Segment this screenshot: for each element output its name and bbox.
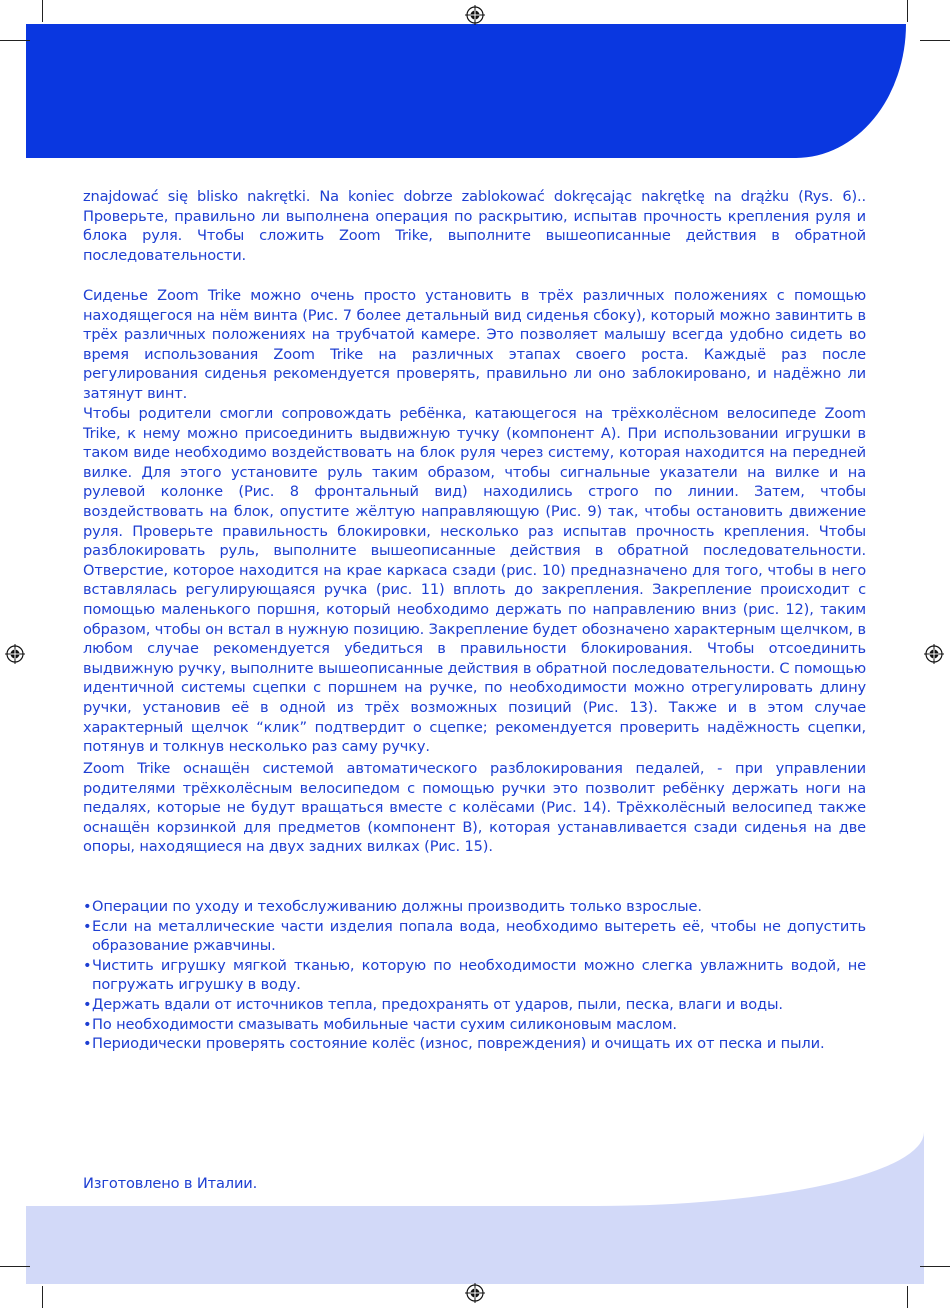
care-instructions-list (83, 897, 866, 1054)
paragraph-pedals-basket: Zoom Trike оснащён системой автоматического разблокирования педалей, - при управлении родителями трёхколёсным велосипедом с помощью ручки это позволит ребёнку держать ноги на педалях, которые не будут вращаться вместе с колёсами (Рис. 14). Трёхколёсный велосипед также оснащён корзинкой для предметов (компонент B), которая устанавливается сзади сиденья на две опоры, находящиеся на двух задних вилках (Рис. 15). (83, 760, 866, 856)
bullet-icon: • (83, 1015, 92, 1033)
made-in-label: Изготовлено в Италии. (83, 1175, 258, 1192)
bullet-icon: • (83, 1035, 92, 1053)
list-item (83, 1015, 866, 1035)
list-item-text: Чистить игрушку мягкой тканью, которую по необходимости можно слегка увлажнить водой, не погружать игрушку в воду. (92, 956, 866, 994)
list-item-text: Периодически проверять состояние колёс (износ, повреждения) и очищать их от песка и пыли. (92, 1035, 825, 1053)
bullet-icon: • (83, 917, 92, 935)
registration-mark-icon (5, 644, 25, 664)
list-item (83, 995, 866, 1015)
list-item (83, 1034, 866, 1054)
paragraph-push-handle: Чтобы родители смогли сопровождать ребёнка, катающегося на трёхколёсном велосипеде Zoom Trike, к нему можно присоединить выдвижную тучку (компонент А). При использовании игрушки в таком виде необходимо воздействовать на блок руля через систему, которая находится на передней вилке. Для этого установите руль таким образом, чтобы сигнальные указатели на вилке и на рулевой колонке (Рис. 8 фронтальный вид) находились строго по линии. Затем, чтобы воздействовать на блок, опустите жёлтую направляющую (Рис. 9) так, чтобы остановить движение руля. Проверьте правильность блокировки, несколько раз испытав прочность крепления. Чтобы разблокировать руль, выполните вышеописанные действия в обратной последовательности. Отверстие, которое находится на крае каркаса сзади (рис. 10) предназначено для того, чтобы в него вставлялась регулирующаяся ручка (рис. 11) вплоть до закрепления. Закрепление происходит с помощью маленького поршня, который необходимо держать по направлению вниз (рис. 12), таким образом, чтобы он встал в нужную позицию. Закрепление будет обозначено характерным щелчком, в любом случае рекомендуется убедиться в правильности блокирования. Чтобы отсоединить выдвижную ручку, выполните вышеописанные действия в обратной последовательности. С помощью идентичной системы сцепки с поршнем на ручке, по необходимости можно отрегулировать длину ручки, установив её в одной из трёх возможных позиций (Рис. 13). Также и в этом случае характерный щелчок “клик” подтвердит о сцепке; рекомендуется проверить надёжность сцепки, потянув и толкнув несколько раз саму ручку. (83, 405, 866, 756)
paragraph-opening: znajdować się blisko nakrętki. Na koniec dobrze zablokować dokręcając nakrętkę na drążku (Rys. 6).. Проверьте, правильно ли выполнена операция по раскрытию, испытав прочность крепления руля и блока руля. Чтобы сложить Zoom Trike, выполните вышеописанные действия в обратной последовательности. (83, 188, 866, 264)
list-item (83, 956, 866, 995)
list-item (83, 897, 866, 917)
header-band (26, 24, 906, 158)
bullet-icon: • (83, 995, 92, 1013)
list-item (83, 917, 866, 956)
paragraph-seat: Сиденье Zoom Trike можно очень просто установить в трёх различных положениях с помощью находящегося на нём винта (Рис. 7 более детальный вид сиденья сбоку), который можно завинтить в трёх различных положениях на трубчатой камере. Это позволяет малышу всегда удобно сидеть во время использования Zoom Trike на различных этапах своего роста. Каждыё раз после регулирования сиденья рекомендуется проверять, правильно ли оно заблокировано, и надёжно ли затянут винт. (83, 287, 866, 402)
registration-mark-icon (465, 1283, 485, 1303)
list-item-text: Если на металлические части изделия попала вода, необходимо вытереть её, чтобы не допустить образование ржавчины. (92, 917, 866, 955)
list-item-text: По необходимости смазывать мобильные части сухим силиконовым маслом. (92, 1015, 677, 1033)
bullet-icon: • (83, 898, 92, 915)
list-item-text: Операции по уходу и техобслуживанию должны производить только взрослые. (92, 898, 702, 915)
list-item-text: Держать вдали от источников тепла, предохранять от ударов, пыли, песка, влаги и воды. (92, 995, 783, 1013)
registration-mark-icon (924, 644, 944, 664)
registration-mark-icon (465, 5, 485, 25)
bullet-icon: • (83, 956, 92, 974)
